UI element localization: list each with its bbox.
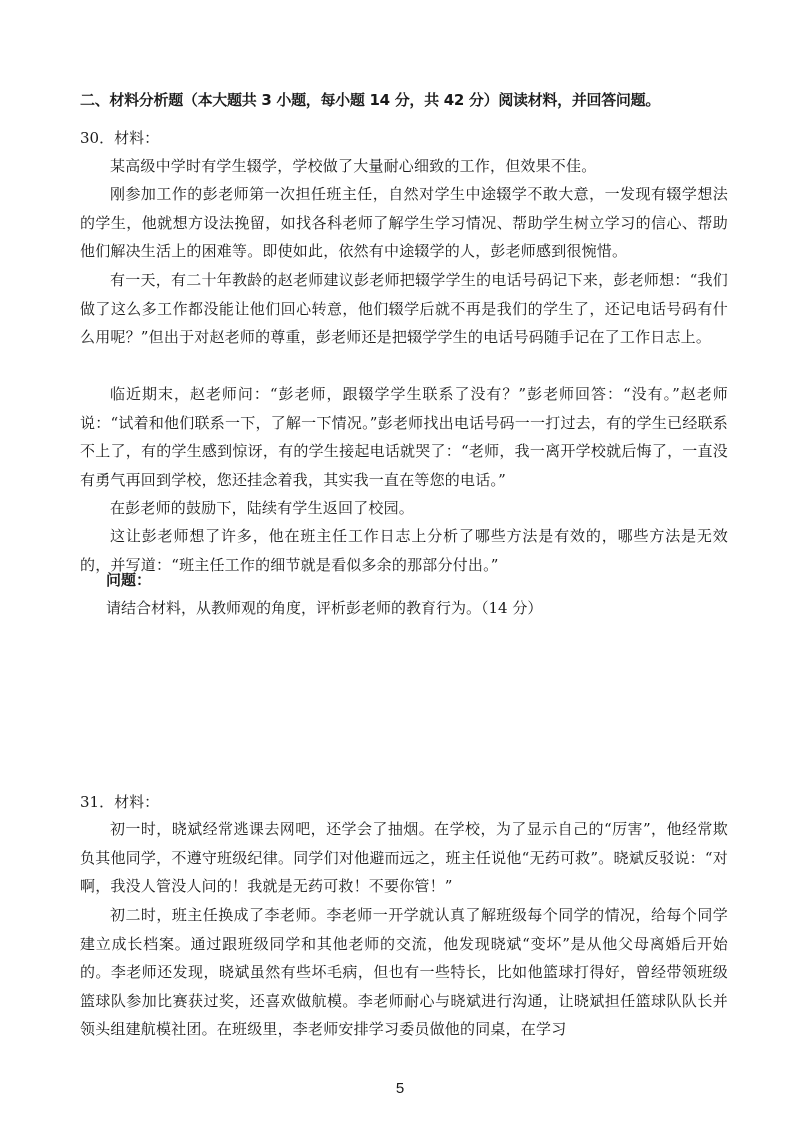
q31-paragraph-2: 初二时，班主任换成了李老师。李老师一开学就认真了解班级每个同学的情况，给每个同学建立成长档案。通过跟班级同学和其他老师的交流，他发现晓斌“变坏”是从他父母离婚后开始的。李老师还发现，晓斌虽然有些坏毛病，但也有一些特长，比如他篮球打得好，曾经带领班级篮球队参加比赛获过奖，还喜欢做航模。李老师耐心与晓斌进行沟通，让晓斌担任篮球队队长并领头组建航模社团。在班级里，李老师安排学习委员做他的同桌，在学习 bbox=[80, 906, 728, 1038]
page-number: 5 bbox=[395, 1080, 405, 1097]
q31-paragraph-1: 初一时，晓斌经常逃课去网吧，还学会了抽烟。在学校，为了显示自己的“厉害”，他经常欺负其他同学，不遵守班级纪律。同学们对他避而远之，班主任说他“无药可救”。晓斌反驳说：“对啊，我没人管没人问的！我就是无药可救！不要你管！” bbox=[80, 820, 728, 895]
section-title: 二、材料分析题（本大题共 3 小题，每小题 14 分，共 42 分）阅读材料，并回答问题。 bbox=[80, 91, 661, 109]
question-31-label: 31．材料： bbox=[80, 793, 160, 811]
question-30-label: 30．材料： bbox=[80, 129, 160, 147]
q30-paragraph-2: 刚参加工作的彭老师第一次担任班主任，自然对学生中途辍学不敢大意，一发现有辍学想法的学生，他就想方设法挽留，如找各科老师了解学生学习情况、帮助学生树立学习的信心、帮助他们解决生活上的困难等。即使如此，依然有中途辍学的人，彭老师感到很惋惜。 bbox=[80, 185, 728, 260]
q30-paragraph-5: 在彭老师的鼓励下，陆续有学生返回了校园。 bbox=[110, 499, 415, 517]
q30-paragraph-1: 某高级中学时有学生辍学，学校做了大量耐心细致的工作，但效果不佳。 bbox=[110, 157, 597, 175]
q30-paragraph-3: 有一天，有二十年教龄的赵老师建议彭老师把辍学学生的电话号码记下来，彭老师想：“我们做了这么多工作都没能让他们回心转意，他们辍学后就不再是我们的学生了，还记电话号码有什么用呢？”但出于对赵老师的尊重，彭老师还是把辍学学生的电话号码随手记在了工作日志上。 bbox=[80, 271, 728, 346]
q30-paragraph-4: 临近期末，赵老师问：“彭老师，跟辍学学生联系了没有？”彭老师回答：“没有。”赵老师说：“试着和他们联系一下，了解一下情况。”彭老师找出电话号码一一打过去，有的学生已经联系不上了，有的学生感到惊讶，有的学生接起电话就哭了：“老师，我一离开学校就后悔了，一直没有勇气再回到学校，您还挂念着我，其实我一直在等您的电话。” bbox=[80, 385, 728, 489]
q30-paragraph-6: 这让彭老师想了许多，他在班主任工作日志上分析了哪些方法是有效的，哪些方法是无效的，并写道：“班主任工作的细节就是看似多余的那部分付出。” bbox=[80, 527, 728, 574]
q30-problem-label: 问题： bbox=[106, 571, 152, 589]
q30-problem-text: 请结合材料，从教师观的角度，评析彭老师的教育行为。（14 分） bbox=[106, 599, 543, 617]
